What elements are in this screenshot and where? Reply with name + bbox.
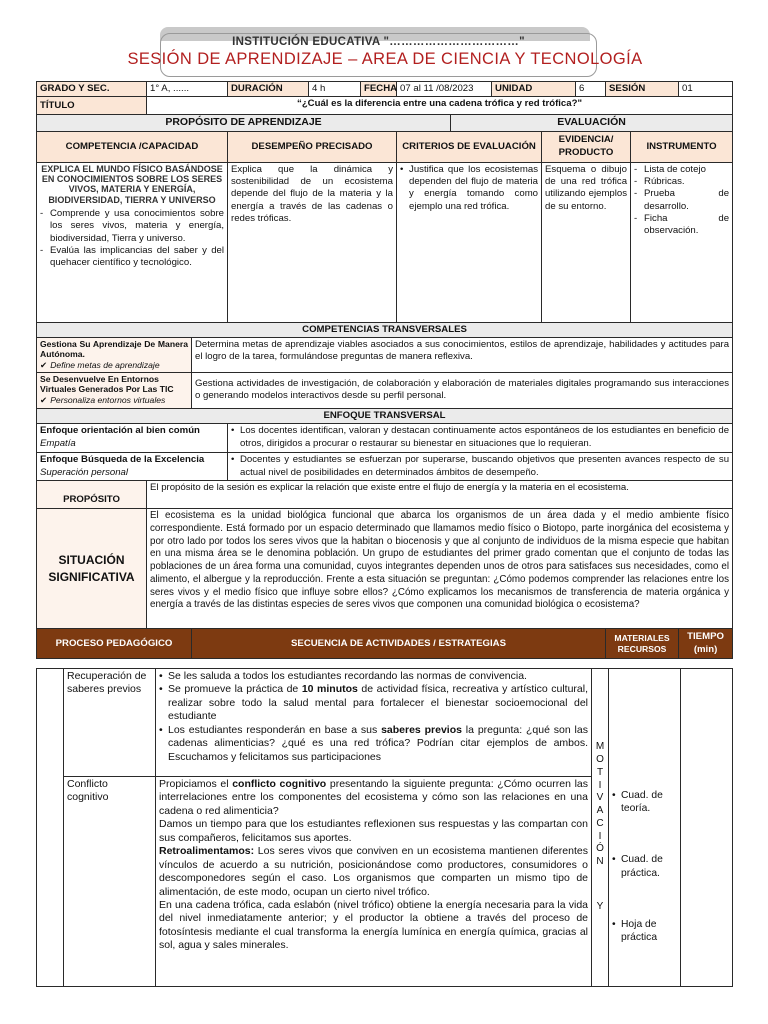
enfoque-description-cell [228, 453, 733, 481]
enfoque-description: • Docentes y estudiantes se esfuerzan por superarse, buscando objetivos que presenten avances respecto de su actual nivel de posibilidades en determinados ámbitos de desempeño. [231, 454, 729, 479]
sesion-label: SESIÓN [606, 82, 679, 97]
material-item: • Hoja de práctica [612, 918, 677, 944]
transversal-item [37, 372, 192, 408]
transversal-name: Se Desenvuelve En Entornos Virtuales Generados Por Las TIC [40, 373, 174, 395]
tiempo-cell [681, 669, 733, 987]
titulo-label: TÍTULO [37, 97, 147, 115]
sesion-value: 01 [679, 82, 733, 97]
proposito-aprendizaje-heading: PROPÓSITO DE APRENDIZAJE [37, 115, 451, 131]
transversal-item [37, 337, 192, 372]
col-evidencia: EVIDENCIA/ PRODUCTO [542, 131, 631, 162]
activity-paragraph: En una cadena trófica, cada eslabón (nivel trófico) obtiene la energía necesaria para la vida del nivel inmediatamente anterior; y el productor la obtiene a través del proceso de fotosíntesis mediante el cual transforma la energía lumínica en energía química, gracias al sol, agua y sales minerales. [159, 898, 588, 952]
enfoque-name: Enfoque orientación al bien común [40, 425, 200, 437]
situacion-text: El ecosistema es la unidad biológica funcional que abarca los organismos de un área dada y el medio ambiente físico correspondiente. Está formado por un espacio determinado que llamamos medio físico o Biotopo, parte inorgánica del ecosistema y por otro lado por todos los seres vivos que la habitan o biocenosis y que al conjunto de individuos de la misma especie que habitan en una misma área se le denomina población. Un grupo de estudiantes del primer grado comentan que el conjunto de todas las poblaciones de un área forma una comunidad, cuyos integrantes dependen unos de otros para satisfaces sus necesidades, como el alimento, el albergue y la reproducción. Frente a esta situación se preguntan: ¿Cómo podemos comprender las relaciones entre los seres vivos y el medio físico que influye sobre ellos? ¿Cómo explicamos los mecanismos de transferencia de materia orgánica y energía a través de las distintas especies de seres vivos que componen una comunidad biológica o ecosistema? [147, 509, 733, 629]
motivacion-vertical-label: M O T I V A C I Ó N Y [592, 669, 609, 987]
enfoque-item [37, 453, 228, 481]
activity-paragraph: Damos un tiempo para que los estudiantes reflexionen sus respuestas y las compartan con sus compañeros, felicitamos sus aportes. [159, 818, 588, 844]
competencia-title: EXPLICA EL MUNDO FÍSICO BASÁNDOSE EN CONOCIMIENTOS SOBRE LOS SERES VIVOS, MATERIA Y ENERGÍA, BIODIVERSIDAD, TIERRA Y UNIVERSO [41, 163, 223, 205]
col-desempeno: DESEMPEÑO PRECISADO [228, 131, 397, 162]
situacion-label: SITUACIÓN SIGNIFICATIVA [37, 509, 147, 629]
transversal-capacity: ✔ Personaliza entornos virtuales [40, 395, 188, 405]
competencia-cell [37, 162, 228, 322]
session-title: SESIÓN DE APRENDIZAJE – AREA DE CIENCIA Y TECNOLOGÍA [127, 50, 643, 68]
unidad-value: 6 [576, 82, 606, 97]
transversal-name: Gestiona Su Aprendizaje De Manera Autónoma. [40, 338, 188, 360]
evidencia-text: Esquema o dibujo de una red trófica utilizando ejemplos de su entorno. [542, 162, 631, 322]
sequence-table [36, 668, 733, 987]
enfoque-value: Superación personal [40, 466, 129, 478]
activity-paragraph: Retroalimentamos: Los seres vivos que conviven en un ecosistema mantienen diferentes vínculos de acuerdo a su nutrición, posicionándose como productores, consumidores o descomponedores según el caso. Los organismos que comparten un mismo tipo de alimentación, de este modo, ocupan un cierto nivel trófico. [159, 845, 588, 898]
titulo-value: “¿Cuál es la diferencia entre una cadena trófica y red trófica?" [147, 97, 733, 115]
material-item: • Cuad. de práctica. [612, 853, 677, 879]
activity-item: • Se les saluda a todos los estudiantes recordando las normas de convivencia. [159, 670, 588, 683]
phase-marker [37, 669, 64, 987]
transversal-description: Gestiona actividades de investigación, de colaboración y elaboración de materiales digitales programando sus interacciones o generando modelos interactivos desde su perfil personal. [192, 372, 733, 408]
enfoque-heading: ENFOQUE TRANSVERSAL [37, 408, 733, 423]
transversales-heading: COMPETENCIAS TRANSVERSALES [37, 322, 733, 337]
capacidad-item: - Evalúa las implicancias del saber y del quehacer científico y tecnológico. [40, 245, 224, 270]
instrumento-item: - Rúbricas. [634, 176, 729, 188]
session-table [36, 81, 733, 659]
col-proceso: PROCESO PEDAGÓGICO [37, 629, 192, 659]
instrumento-item: - Ficha de observación. [634, 213, 729, 238]
grado-value: 1° A, ...... [147, 82, 228, 97]
fecha-value: 07 al 11 /08/2023 [397, 82, 492, 97]
instrumento-item: - Prueba de desarrollo. [634, 188, 729, 213]
instrumento-cell [631, 162, 733, 322]
unidad-label: UNIDAD [492, 82, 576, 97]
evaluacion-heading: EVALUACIÓN [451, 115, 733, 131]
col-instrumento: INSTRUMENTO [631, 131, 733, 162]
recuperacion-content [156, 669, 592, 777]
enfoque-value: Empatía [40, 437, 76, 449]
capacidad-item: - Comprende y usa conocimientos sobre los seres vivos, materia y energía, biodiversidad, Tierra y universo. [40, 208, 224, 245]
criterio-cell [397, 162, 542, 322]
enfoque-description-cell [228, 424, 733, 453]
conflicto-label: Conflicto cognitivo [64, 777, 156, 987]
col-criterios: CRITERIOS DE EVALUACIÓN [397, 131, 542, 162]
col-secuencia: SECUENCIA DE ACTIVIDADES / ESTRATEGIAS [192, 629, 606, 659]
transversal-description: Determina metas de aprendizaje viables asociados a sus conocimientos, estilos de aprendizaje, habilidades y actitudes para el logro de la tarea, formulándose preguntas de manera reflexiva. [192, 337, 733, 372]
desempeno-text: Explica que la dinámica y sostenibilidad de un ecosistema depende del flujo de la materia y la energía a través de las cadenas o redes tróficas. [228, 162, 397, 322]
transversal-capacity: ✔ Define metas de aprendizaje [40, 360, 188, 370]
activity-item: • Se promueve la práctica de 10 minutos de actividad física, recreativa y artístico cultural, realizar sobre todo la salud mental para fortalecer el bienestar socioemocional del estudiante [159, 683, 588, 723]
institution-name: INSTITUCIÓN EDUCATIVA "……………………………" [232, 36, 525, 48]
col-tiempo: TIEMPO (min) [679, 629, 733, 659]
materiales-cell [609, 669, 681, 987]
col-materiales: MATERIALES RECURSOS [606, 629, 679, 659]
enfoque-name: Enfoque Búsqueda de la Excelencia [40, 454, 205, 466]
recuperacion-label: Recuperación de saberes previos [64, 669, 156, 777]
col-competencia: COMPETENCIA /CAPACIDAD [37, 131, 228, 162]
enfoque-item [37, 424, 228, 453]
material-item: • Cuad. de teoría. [612, 789, 677, 815]
enfoque-description: • Los docentes identifican, valoran y destacan continuamente actos espontáneos de los estudiantes en beneficio de otros, dirigidos a procurar o restaurar su bienestar en situaciones que lo requieran. [231, 425, 729, 450]
duracion-value: 4 h [309, 82, 361, 97]
fecha-label: FECHA [361, 82, 397, 97]
instrumento-item: - Lista de cotejo [634, 164, 729, 176]
criterio-text: • Justifica que los ecosistemas dependen del flujo de materia y energía tomando como ejemplo una red trófica. [400, 164, 538, 213]
grado-label: GRADO Y SEC. [37, 82, 147, 97]
proposito-label: PROPÓSITO [37, 481, 147, 509]
proposito-text: El propósito de la sesión es explicar la relación que existe entre el flujo de energía y la materia en el ecosistema. [147, 481, 733, 509]
activity-paragraph: Propiciamos el conflicto cognitivo presentando la siguiente pregunta: ¿Cómo ocurren las interrelaciones entre los componentes del ecosistema y cómo son las relaciones en una cadena o red alimenticia? [159, 778, 588, 817]
activity-item: • Los estudiantes responderán en base a sus saberes previos la pregunta: ¿qué son las cadenas alimenticias? ¿qué es una red trófica? Podrían citar ejemplos de ambos. Escuchamos y felicitamos sus participaciones [159, 724, 588, 764]
instrumentos-list [634, 164, 729, 238]
duracion-label: DURACIÓN [228, 82, 309, 97]
capacidades-list [40, 208, 224, 269]
conflicto-content [156, 777, 592, 987]
